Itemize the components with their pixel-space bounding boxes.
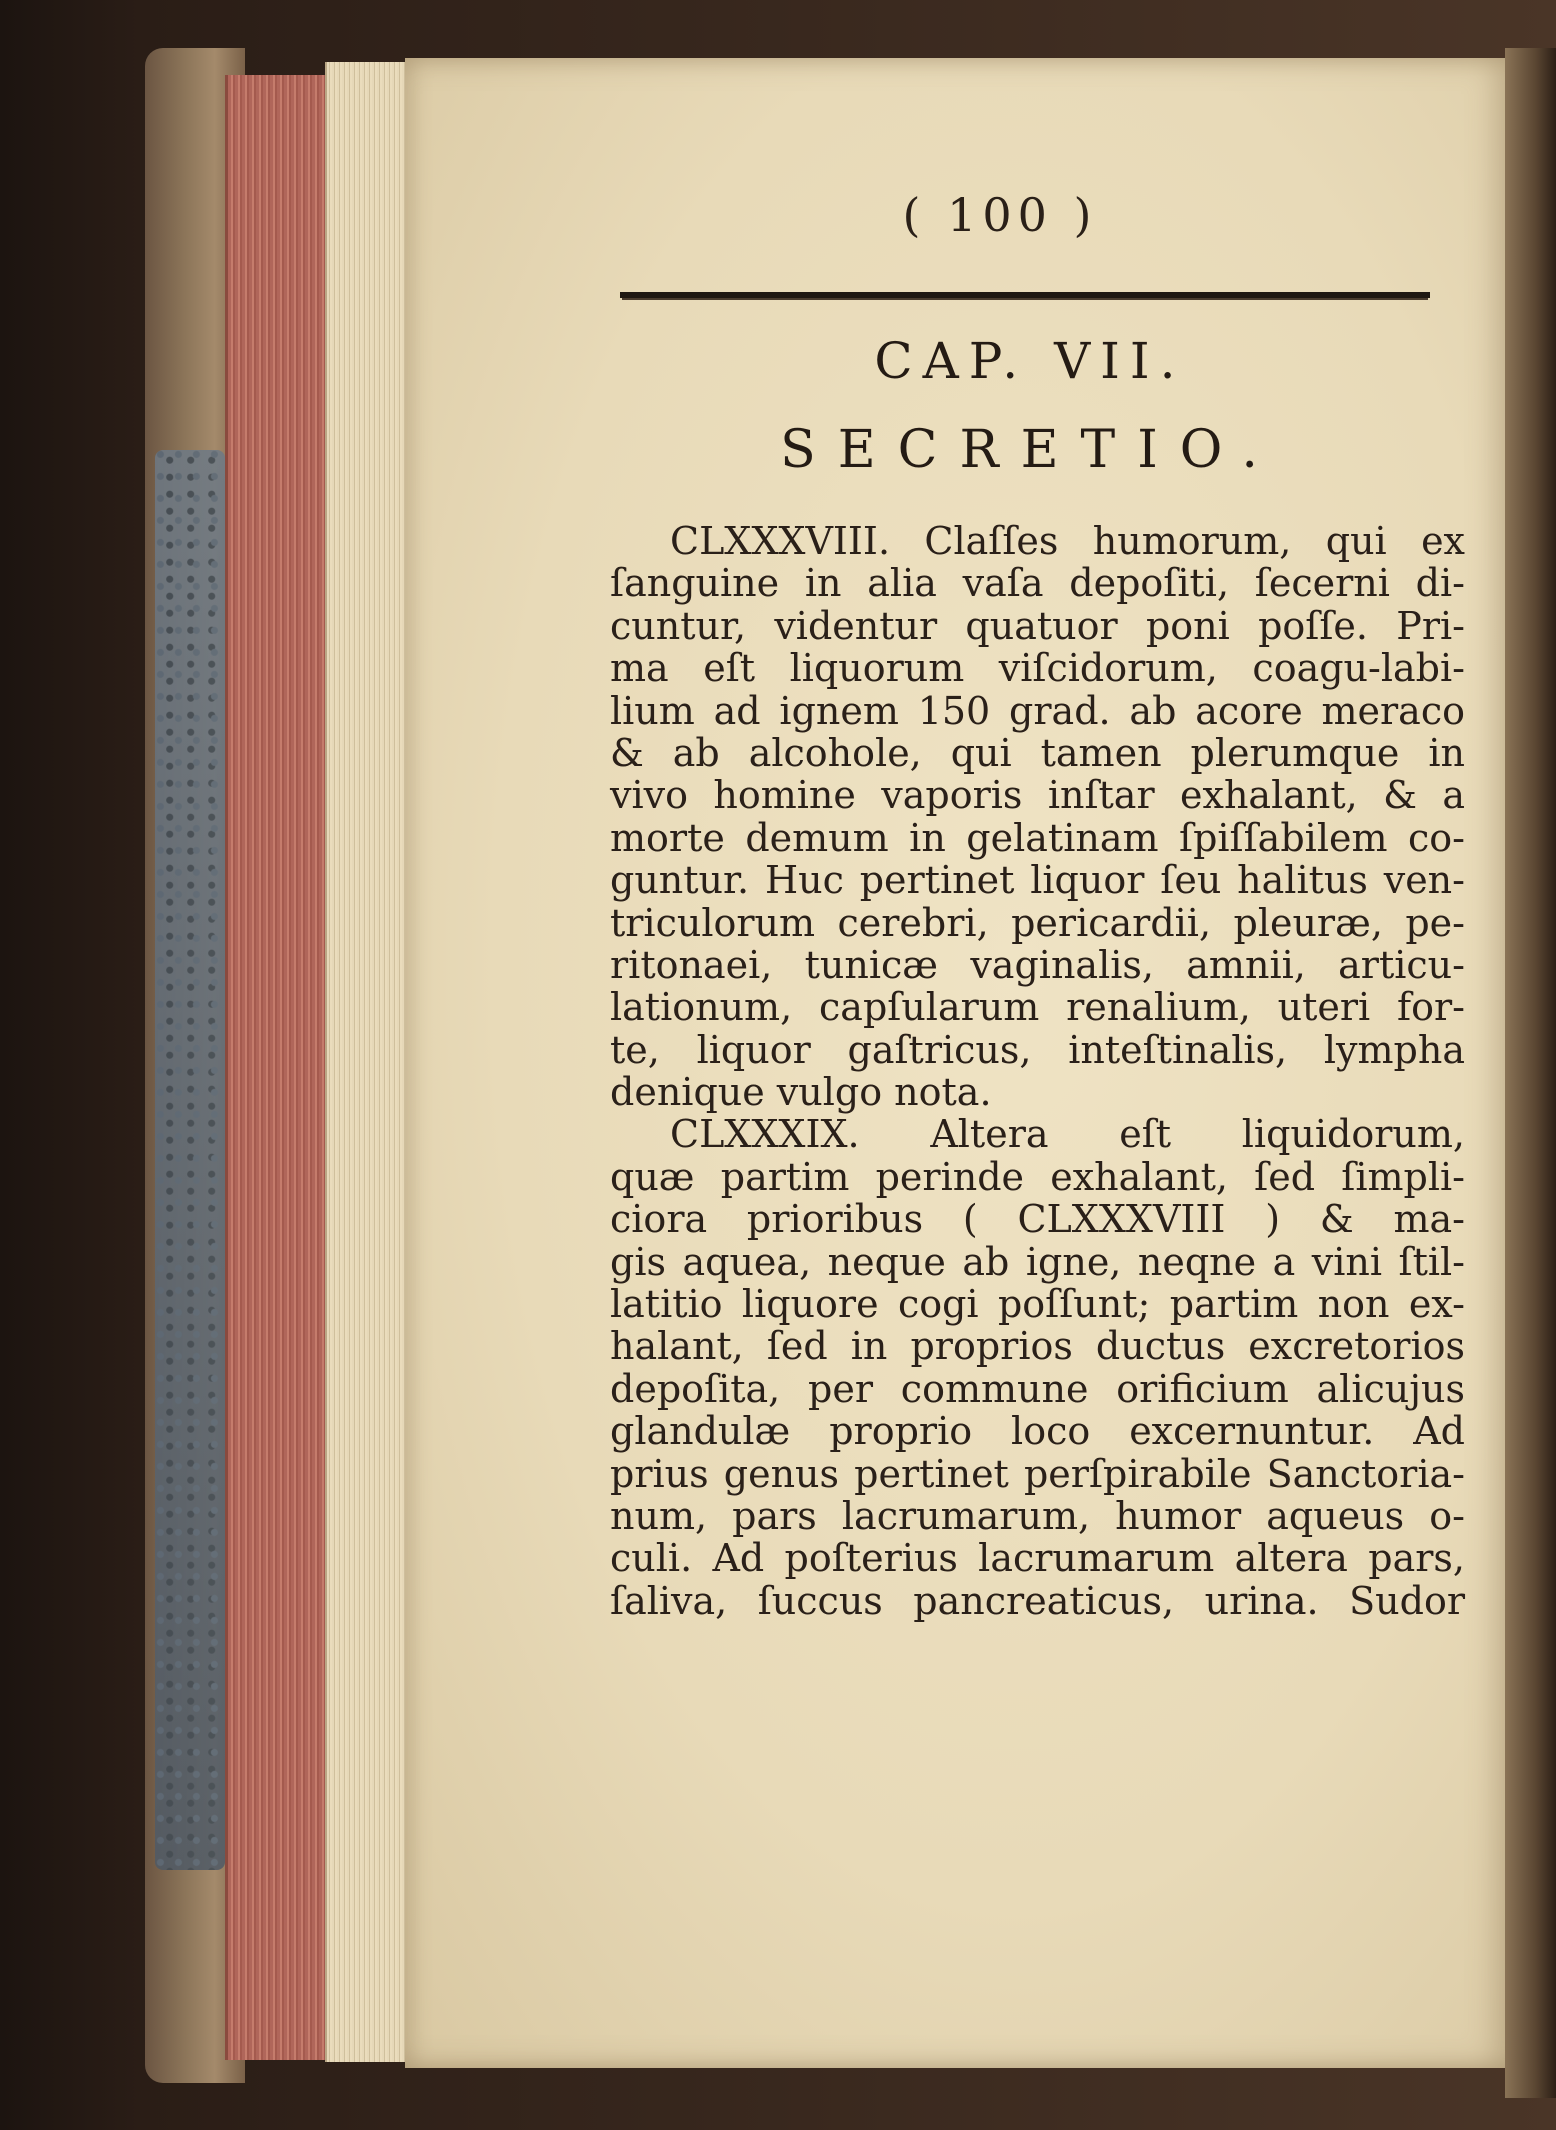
text-line: quæ partim perinde exhalant, ſed ſimpli- bbox=[610, 1154, 1465, 1199]
text-line: denique vulgo nota. bbox=[610, 1070, 992, 1115]
text-line: lium ad ignem 150 grad. ab acore meraco bbox=[610, 688, 1465, 733]
page-edges-red bbox=[225, 75, 328, 2060]
body-text bbox=[610, 520, 1465, 1622]
text-line: ſanguine in alia vaſa depoſiti, ſecerni di- bbox=[610, 561, 1465, 606]
text-line: CLXXXVIII. Claſſes humorum, qui ex bbox=[670, 519, 1465, 563]
text-line: ma eſt liquorum viſcidorum, coagu-labi- bbox=[610, 646, 1465, 691]
text-line: & ab alcohole, qui tamen plerumque in bbox=[610, 730, 1465, 775]
text-line: glandulæ proprio loco excernuntur. Ad bbox=[610, 1409, 1465, 1454]
text-line: guntur. Huc pertinet liquor ſeu halitus ven- bbox=[610, 858, 1465, 903]
text-line: culi. Ad poſterius lacrumarum altera pars, bbox=[610, 1536, 1465, 1581]
text-line: latitio liquore cogi poſſunt; partim non ex- bbox=[610, 1282, 1465, 1327]
header-rule bbox=[620, 292, 1430, 298]
text-line: triculorum cerebri, pericardii, pleuræ, pe- bbox=[610, 900, 1465, 945]
text-line: CLXXXIX. Altera eſt liquidorum, bbox=[670, 1112, 1465, 1157]
text-line: depoſita, per commune orificium alicujus bbox=[610, 1366, 1465, 1411]
text-line: num, pars lacrumarum, humor aqueus o- bbox=[610, 1493, 1465, 1538]
page-number: ( 100 ) bbox=[902, 188, 1098, 242]
text-line: gis aquea, neque ab igne, neqne a vini ſtil- bbox=[610, 1239, 1465, 1284]
text-line: ritonaei, tunicæ vaginalis, amnii, articu- bbox=[610, 942, 1465, 987]
text-line: te, liquor gaſtricus, inteſtinalis, lympha bbox=[610, 1027, 1465, 1072]
page-edges-cream bbox=[325, 62, 412, 2062]
text-line: halant, ſed in proprios ductus excretorios bbox=[610, 1324, 1465, 1369]
text-line: ciora prioribus ( CLXXXVIII ) & ma- bbox=[610, 1197, 1465, 1242]
text-line: morte demum in gelatinam ſpiſſabilem co- bbox=[610, 815, 1465, 860]
chapter-title: SECRETIO. bbox=[780, 420, 1280, 480]
book-gutter bbox=[1505, 48, 1556, 2098]
text-line: prius genus pertinet perſpirabile Sanctoria- bbox=[610, 1451, 1465, 1496]
marbled-cover bbox=[155, 450, 225, 1870]
text-line: cuntur, videntur quatuor poni poſſe. Pri- bbox=[610, 603, 1465, 648]
chapter-label: CAP. VII. bbox=[874, 332, 1186, 390]
text-line: lationum, capſularum renalium, uteri for- bbox=[610, 985, 1465, 1030]
text-line: vivo homine vaporis inſtar exhalant, & a bbox=[610, 773, 1465, 818]
text-line: ſaliva, ſuccus pancreaticus, urina. Sudor bbox=[610, 1578, 1465, 1623]
